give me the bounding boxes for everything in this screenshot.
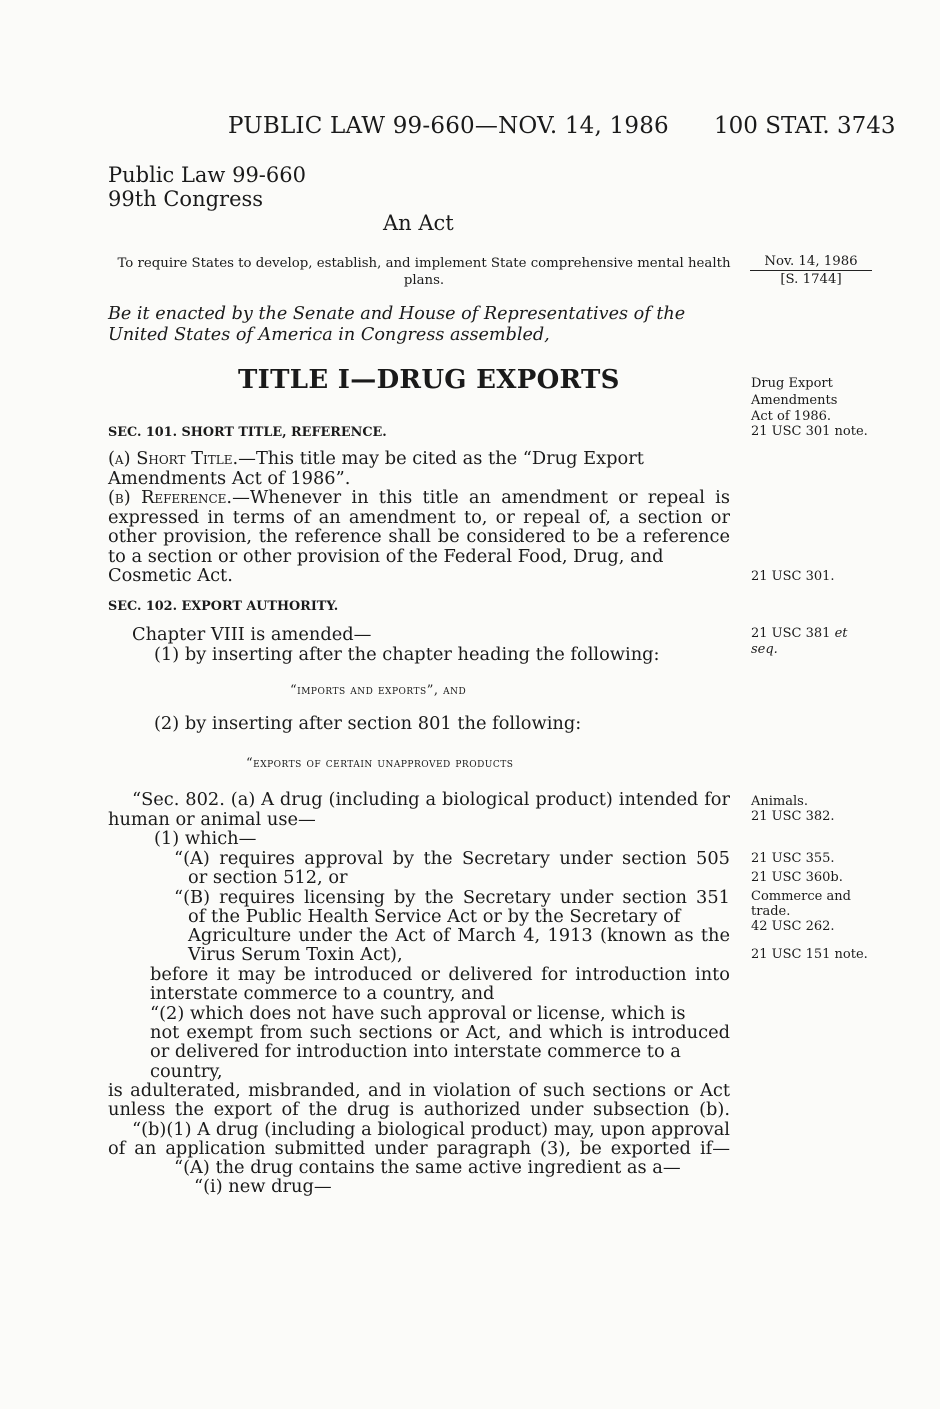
sec102-line3: (2) by inserting after section 801 the following: — [154, 713, 582, 734]
sec802-line: “(2) which does not have such approval or license, which is — [150, 1003, 686, 1024]
sec101-b-line2: expressed in terms of an amendment to, or repeal of, a section or — [108, 507, 730, 528]
sec802-line: “(A) requires approval by the Secretary under section 505 — [174, 848, 730, 869]
sec802-line: is adulterated, misbranded, and in violation of such sections or Act — [108, 1080, 730, 1101]
sec802-line: “(b)(1) A drug (including a biological product) may, upon approval — [132, 1119, 730, 1140]
margin-usc-381: 21 USC 381 et — [751, 626, 848, 641]
sec802-line: before it may be introduced or delivered for introduction into — [150, 964, 730, 985]
margin-usc-355: 21 USC 355. — [751, 851, 835, 866]
sec802-line: of the Public Health Service Act or by the Secretary of — [188, 906, 681, 927]
sec802-line: unless the export of the drug is authorized under subsection (b). — [108, 1099, 730, 1120]
margin-usc-301-note: 21 USC 301 note. — [751, 424, 868, 439]
congress-label: 99th Congress — [108, 187, 264, 211]
sec101-a-line1: (a) Short Title.—This title may be cited as the “Drug Export — [108, 448, 644, 469]
sec802-line: or delivered for introduction into interstate commerce to a — [150, 1041, 681, 1062]
margin-act-of: Act of 1986. — [751, 409, 832, 424]
margin-animals: Animals. — [751, 794, 808, 809]
sec102-line1: Chapter VIII is amended— — [132, 624, 372, 645]
margin-usc-360b: 21 USC 360b. — [751, 870, 843, 885]
sec802-line: human or animal use— — [108, 809, 316, 830]
sec802-line: or section 512, or — [188, 867, 348, 888]
sec101-b-line5: Cosmetic Act. — [108, 565, 233, 586]
sec102-heading: SEC. 102. EXPORT AUTHORITY. — [108, 599, 339, 614]
margin-usc-151-note: 21 USC 151 note. — [751, 947, 868, 962]
sec802-line: “(B) requires licensing by the Secretary under section 351 — [174, 887, 730, 908]
margin-usc-262: 42 USC 262. — [751, 919, 835, 934]
purpose-statement: To require States to develop, establish, and implement State comprehensive mental health plans. — [117, 256, 731, 288]
sec101-b-line3: other provision, the reference shall be considered to be a reference — [108, 526, 730, 547]
sec101-b-line1: (b) Reference.—Whenever in this title an amendment or repeal is — [108, 487, 730, 508]
sec101-a-line2: Amendments Act of 1986”. — [108, 468, 351, 489]
sec802-line: not exempt from such sections or Act, and which is introduced — [150, 1022, 730, 1043]
sec101-heading: SEC. 101. SHORT TITLE, REFERENCE. — [108, 425, 387, 440]
margin-drug-export: Drug Export — [751, 376, 833, 391]
sec802-line: Virus Serum Toxin Act), — [188, 944, 403, 965]
margin-commerce: Commerce and — [751, 889, 851, 904]
act-heading: An Act — [383, 211, 454, 235]
sec802-line: (1) which— — [154, 828, 257, 849]
sec102-line2: (1) by inserting after the chapter heading the following: — [154, 644, 660, 665]
enacting-clause: Be it enacted by the Senate and House of Representatives of the United States of America in Congress assembled, — [108, 304, 686, 345]
title-heading: TITLE I—DRUG EXPORTS — [238, 365, 620, 395]
margin-date: Nov. 14, 1986 — [750, 254, 872, 271]
sec802-line: “Sec. 802. (a) A drug (including a biological product) intended for — [132, 789, 730, 810]
sec802-line: country, — [150, 1061, 223, 1082]
margin-usc-382: 21 USC 382. — [751, 809, 835, 824]
exports-unapproved-heading: “exports of certain unapproved products — [246, 756, 514, 771]
imports-exports-heading: “imports and exports”, and — [290, 683, 467, 698]
margin-usc-301: 21 USC 301. — [751, 569, 835, 584]
sec101-b-line4: to a section or other provision of the Federal Food, Drug, and — [108, 546, 664, 567]
sec802-line: of an application submitted under paragraph (3), be exported if— — [108, 1138, 730, 1159]
sec802-line: “(A) the drug contains the same active ingredient as a— — [174, 1157, 681, 1178]
stat-page-number: 100 STAT. 3743 — [714, 113, 896, 139]
sec802-line: “(i) new drug— — [194, 1176, 332, 1197]
margin-amendments: Amendments — [751, 393, 838, 408]
margin-bill-number: [S. 1744] — [780, 272, 842, 287]
law-number: Public Law 99-660 — [108, 163, 306, 187]
running-header: PUBLIC LAW 99-660—NOV. 14, 1986 — [228, 113, 669, 139]
sec802-line: Agriculture under the Act of March 4, 1913 (known as the — [188, 925, 730, 946]
margin-usc-381-seq: seq. — [751, 642, 778, 657]
margin-trade: trade. — [751, 904, 791, 919]
sec802-line: interstate commerce to a country, and — [150, 983, 495, 1004]
